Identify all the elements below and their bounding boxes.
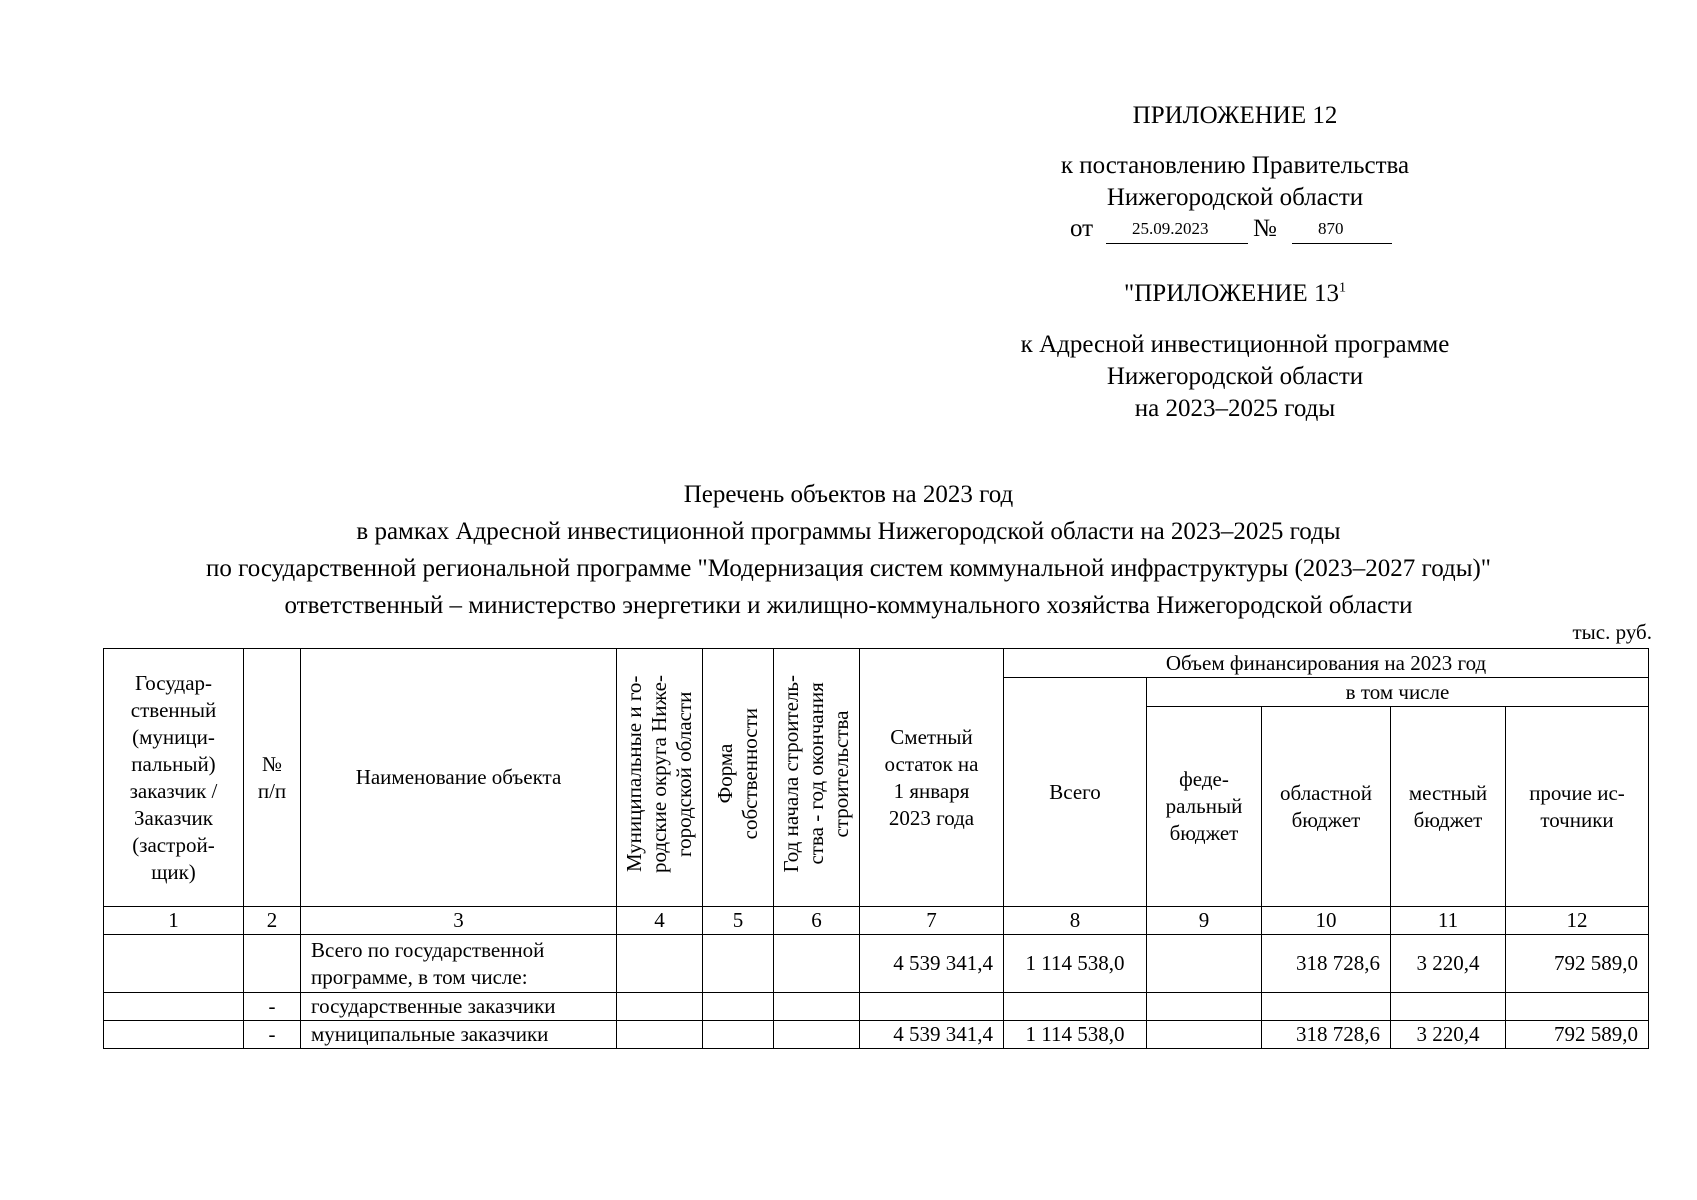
column-number: 3: [301, 907, 617, 935]
list-title-line-1: Перечень объектов на 2023 год: [683, 481, 1014, 508]
cell-name: Всего по государственной программе, в том числе:: [301, 935, 617, 993]
cell-years: [774, 993, 860, 1021]
cell-customer: [104, 993, 244, 1021]
column-number: 5: [703, 907, 774, 935]
column-number: 12: [1506, 907, 1649, 935]
objects-table: [103, 648, 1649, 1049]
header-customer: Государ- ственный (муници- пальный) заказчик / Заказчик (застрой- щик): [104, 649, 244, 907]
cell-estimate: 4 539 341,4: [860, 935, 1004, 993]
resolution-line-2: Нижегородской области: [1106, 184, 1364, 211]
cell-num: [244, 935, 301, 993]
cell-local: 3 220,4: [1391, 1021, 1506, 1049]
from-label: от: [1070, 215, 1094, 242]
cell-total: 1 114 538,0: [1004, 935, 1147, 993]
column-number: 6: [774, 907, 860, 935]
cell-num: -: [244, 993, 301, 1021]
table-row: [104, 1021, 1649, 1049]
header-num: № п/п: [244, 649, 301, 907]
cell-customer: [104, 935, 244, 993]
cell-customer: [104, 1021, 244, 1049]
column-number: 4: [617, 907, 703, 935]
date-number-row: [1070, 213, 1490, 247]
appendix2-title: [940, 278, 1530, 310]
cell-other: 792 589,0: [1506, 935, 1649, 993]
header-name: Наименование объекта: [301, 649, 617, 907]
cell-name: муниципальные заказчики: [301, 1021, 617, 1049]
date-underline: [1106, 243, 1248, 244]
cell-name: государственные заказчики: [301, 993, 617, 1021]
cell-federal: [1147, 1021, 1262, 1049]
cell-local: [1391, 993, 1506, 1021]
header-estimate: Сметный остаток на 1 января 2023 года: [860, 649, 1004, 907]
cell-federal: [1147, 935, 1262, 993]
cell-regional: [1262, 993, 1391, 1021]
resolution-line-1: к постановлению Правительства: [1060, 152, 1410, 179]
header-funding: Объем финансирования на 2023 год: [1004, 649, 1649, 678]
header-regional: областной бюджет: [1262, 707, 1391, 907]
column-number: 11: [1391, 907, 1506, 935]
column-number-row: [104, 907, 1649, 935]
header-local: местный бюджет: [1391, 707, 1506, 907]
column-number: 2: [244, 907, 301, 935]
units-label: тыс. руб.: [1572, 620, 1652, 644]
cell-regional: 318 728,6: [1262, 935, 1391, 993]
column-number: 10: [1262, 907, 1391, 935]
cell-estimate: 4 539 341,4: [860, 1021, 1004, 1049]
cell-federal: [1147, 993, 1262, 1021]
list-title-line-4: ответственный – министерство энергетики и жилищно-коммунального хозяйства Нижегородской области: [284, 592, 1413, 619]
column-number: 9: [1147, 907, 1262, 935]
column-number: 7: [860, 907, 1004, 935]
appendix2-text: "ПРИЛОЖЕНИЕ 13: [1124, 280, 1339, 307]
cell-other: 792 589,0: [1506, 1021, 1649, 1049]
header-including: в том числе: [1147, 678, 1649, 707]
cell-ownership: [703, 935, 774, 993]
appendix2-superscript: 1: [1338, 280, 1346, 296]
header-other: прочие ис- точники: [1506, 707, 1649, 907]
list-title-line-2: в рамках Адресной инвестиционной программы Нижегородской области на 2023–2025 годы: [356, 518, 1341, 545]
list-title-line-3: по государственной региональной программе "Модернизация систем коммунальной инфраструктуры (2023–2027 годы)": [205, 555, 1492, 582]
header-federal: феде- ральный бюджет: [1147, 707, 1262, 907]
table-row: [104, 935, 1649, 993]
number-label: №: [1253, 215, 1277, 242]
program-line-2: Нижегородской области: [1106, 363, 1364, 390]
cell-years: [774, 1021, 860, 1049]
cell-other: [1506, 993, 1649, 1021]
header-ownership: Форма собственности: [703, 649, 774, 907]
cell-estimate: [860, 993, 1004, 1021]
cell-years: [774, 935, 860, 993]
cell-local: 3 220,4: [1391, 935, 1506, 993]
program-line-3: на 2023–2025 годы: [1134, 395, 1336, 422]
cell-municipal: [617, 935, 703, 993]
header-municipal: Муниципальные и го- родские округа Ниже- городской области: [617, 649, 703, 907]
header-total: Всего: [1004, 678, 1147, 907]
resolution-date: 25.09.2023: [1132, 219, 1209, 238]
cell-total: [1004, 993, 1147, 1021]
column-number: 8: [1004, 907, 1147, 935]
header-row-1: [104, 649, 1649, 678]
program-line-1: к Адресной инвестиционной программе: [1020, 331, 1450, 358]
header-years: Год начала строитель- ства - год окончания строительства: [774, 649, 860, 907]
number-underline: [1292, 243, 1392, 244]
appendix-title: ПРИЛОЖЕНИЕ 12: [1132, 102, 1338, 129]
cell-ownership: [703, 1021, 774, 1049]
cell-municipal: [617, 1021, 703, 1049]
table-row: [104, 993, 1649, 1021]
cell-municipal: [617, 993, 703, 1021]
cell-num: -: [244, 1021, 301, 1049]
cell-regional: 318 728,6: [1262, 1021, 1391, 1049]
resolution-number: 870: [1318, 219, 1344, 238]
cell-ownership: [703, 993, 774, 1021]
column-number: 1: [104, 907, 244, 935]
cell-total: 1 114 538,0: [1004, 1021, 1147, 1049]
